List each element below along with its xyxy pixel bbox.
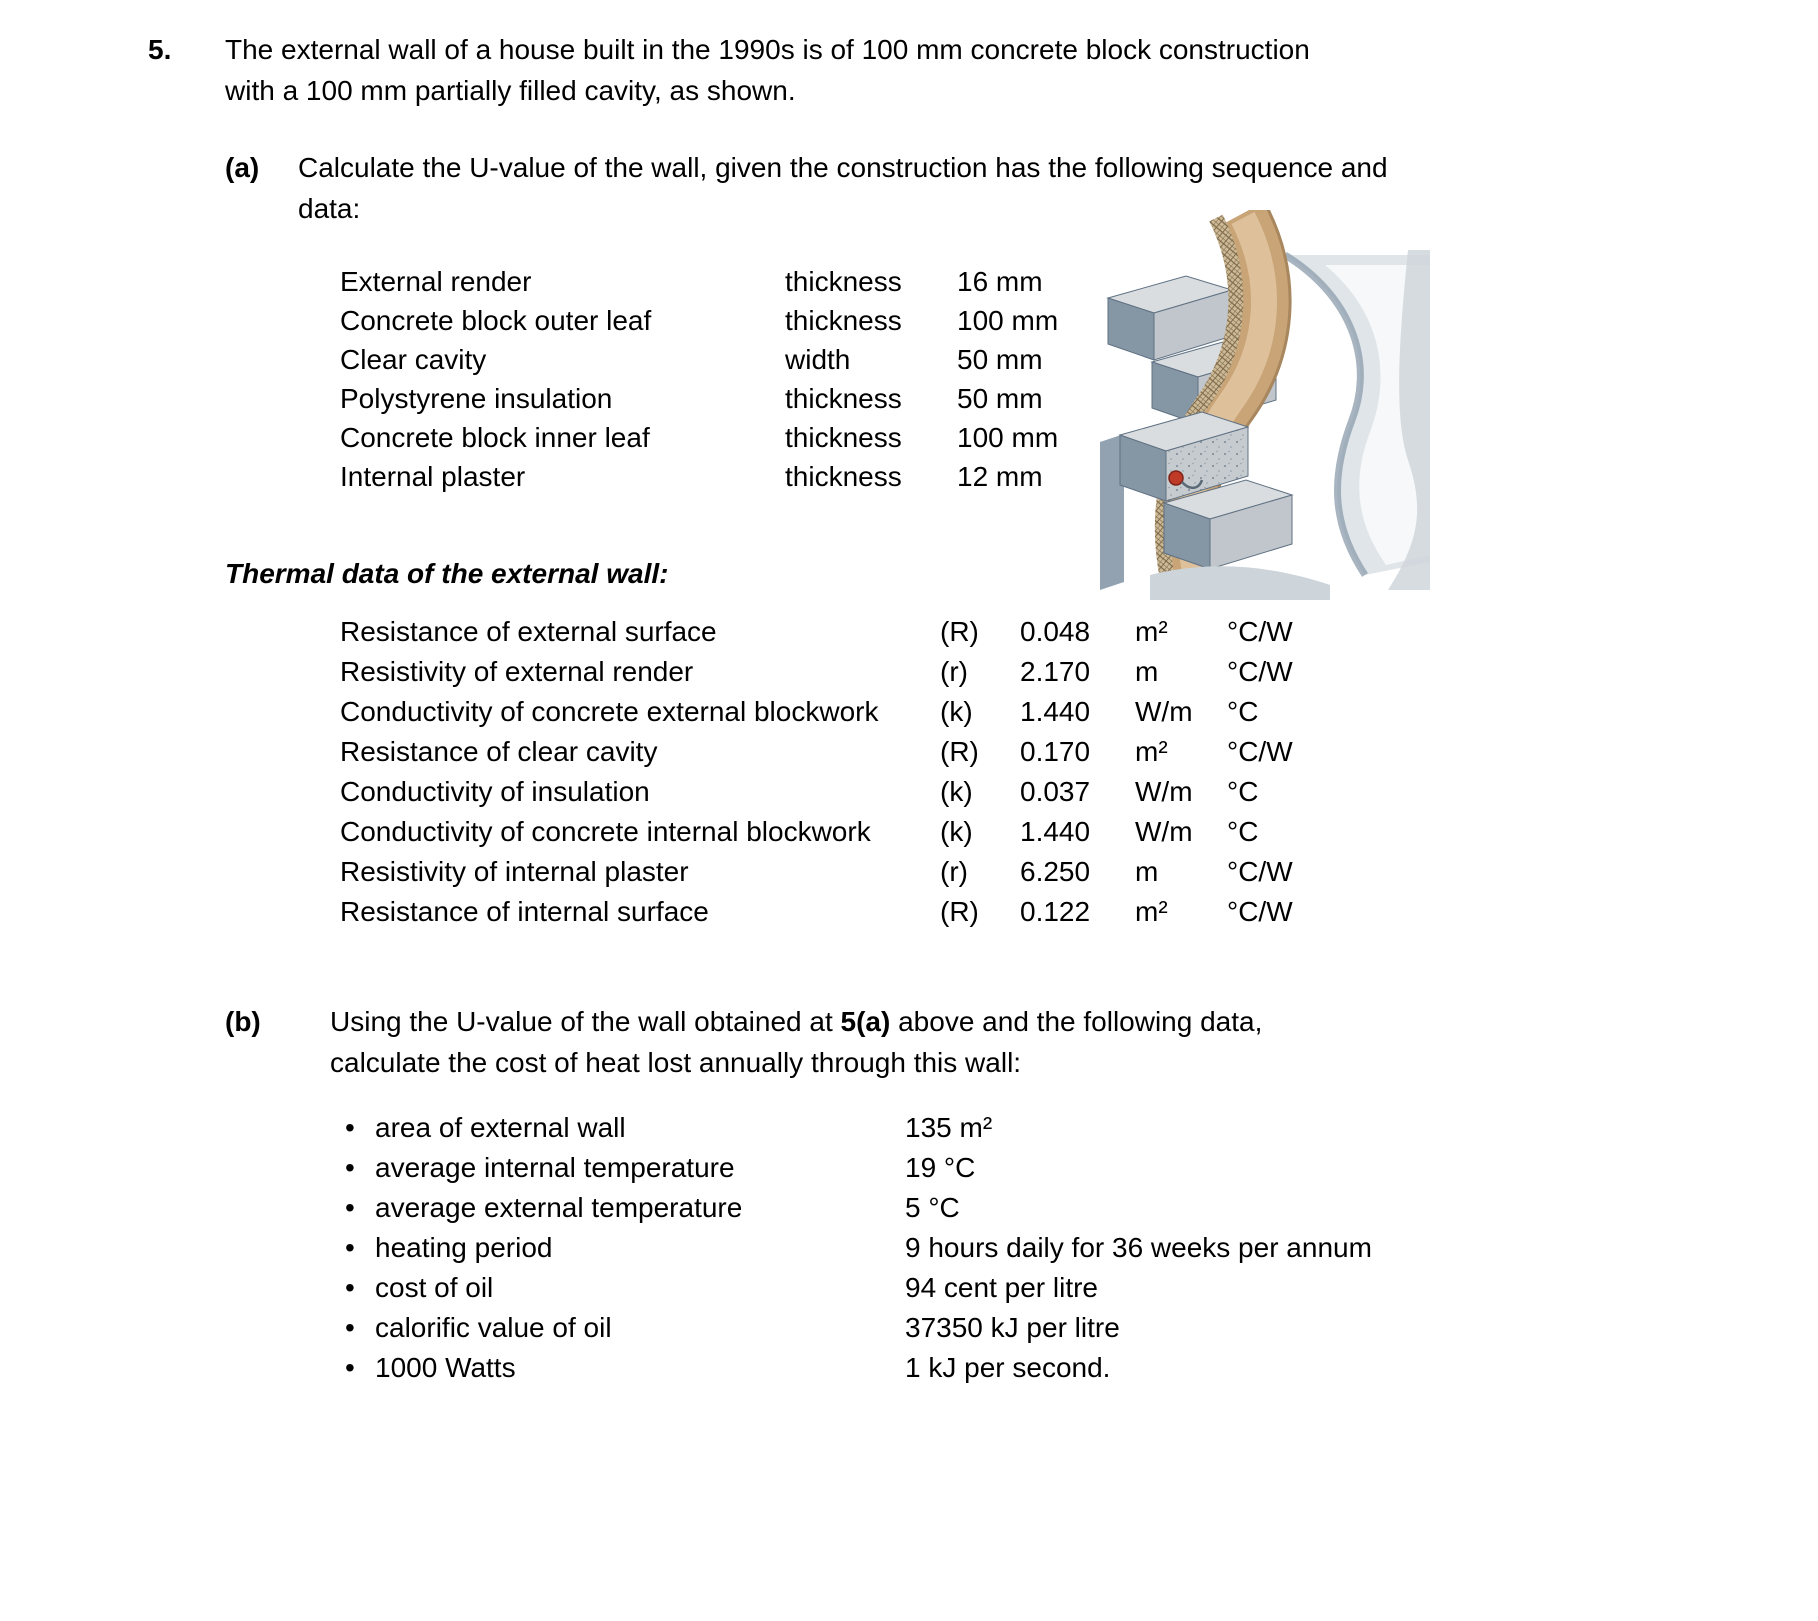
layer-name: Polystyrene insulation: [340, 383, 613, 414]
bullet-marker: •: [345, 1272, 355, 1303]
thermal-symbol: (R): [940, 616, 979, 647]
layer-name: External render: [340, 266, 532, 297]
wall-cutaway-drawing: [1090, 210, 1430, 600]
bullet-marker: •: [345, 1192, 355, 1223]
layer-dimension: thickness: [785, 461, 902, 492]
layer-value: 100 mm: [957, 422, 1059, 453]
thermal-name: Resistance of external surface: [340, 616, 717, 647]
layer-row: [340, 301, 1058, 340]
thermal-data-heading: Thermal data of the external wall:: [225, 558, 669, 589]
layer-dimension: thickness: [785, 422, 902, 453]
bullet-marker: •: [345, 1312, 355, 1343]
thermal-value: 0.048: [1020, 616, 1091, 647]
thermal-value: 6.250: [1020, 856, 1091, 887]
thermal-row: [340, 612, 1293, 652]
item-name: average internal temperature: [375, 1152, 735, 1183]
layer-row: [340, 262, 1058, 301]
layer-row: [340, 418, 1058, 457]
bullet-marker: •: [345, 1112, 355, 1143]
layer-name: Clear cavity: [340, 344, 487, 375]
item-value: 5 °C: [905, 1192, 960, 1223]
wall-tie-icon: [1169, 471, 1183, 485]
item-name: cost of oil: [375, 1272, 494, 1303]
thermal-name: Conductivity of concrete internal blockwork: [340, 816, 871, 847]
thermal-unit: W/m: [1135, 696, 1193, 727]
layer-row: [340, 379, 1058, 418]
thermal-name: Resistivity of internal plaster: [340, 856, 689, 887]
thermal-symbol: (R): [940, 896, 979, 927]
layer-dimension: thickness: [785, 305, 902, 336]
layer-value: 50 mm: [957, 344, 1043, 375]
thermal-row: [340, 852, 1293, 892]
thermal-value: 0.037: [1020, 776, 1091, 807]
layer-value: 12 mm: [957, 461, 1043, 492]
thermal-value: 1.440: [1020, 696, 1091, 727]
item-name: 1000 Watts: [375, 1352, 516, 1383]
thermal-unit: °C/W: [1227, 896, 1293, 927]
part-b-text-ref: 5(a): [840, 1006, 891, 1037]
thermal-row: [340, 812, 1293, 852]
layer-value: 16 mm: [957, 266, 1043, 297]
list-item: [345, 1188, 1372, 1228]
bullet-marker: •: [345, 1152, 355, 1183]
list-item: [345, 1268, 1372, 1308]
part-a-text: Calculate the U-value of the wall, given the construction has the following sequence and data:: [298, 152, 1388, 224]
thermal-unit: °C/W: [1227, 656, 1293, 687]
thermal-unit: m²: [1135, 736, 1168, 767]
thermal-symbol: (R): [940, 736, 979, 767]
thermal-unit: °C: [1227, 696, 1259, 727]
layer-value: 50 mm: [957, 383, 1043, 414]
thermal-value: 2.170: [1020, 656, 1091, 687]
item-value: 94 cent per litre: [905, 1272, 1098, 1303]
wall-cutaway-illustration: [1090, 210, 1430, 600]
layer-dimension: width: [785, 344, 851, 375]
thermal-unit: °C: [1227, 776, 1259, 807]
layer-row: [340, 457, 1058, 496]
thermal-symbol: (r): [940, 656, 968, 687]
list-item: [345, 1308, 1372, 1348]
part-b-block: [225, 1002, 1425, 1083]
layer-value: 100 mm: [957, 305, 1059, 336]
layer-row: [340, 340, 1058, 379]
thermal-symbol: (k): [940, 696, 973, 727]
thermal-value: 0.122: [1020, 896, 1091, 927]
question-number: 5.: [148, 34, 172, 65]
thermal-symbol: (k): [940, 776, 973, 807]
thermal-symbol: (k): [940, 816, 973, 847]
part-b-label: (b): [225, 1006, 261, 1037]
question-intro-block: [148, 30, 1388, 111]
thermal-symbol: (r): [940, 856, 968, 887]
item-name: heating period: [375, 1232, 553, 1263]
thermal-unit: °C/W: [1227, 736, 1293, 767]
thermal-unit: W/m: [1135, 816, 1193, 847]
part-a-label: (a): [225, 152, 260, 183]
thermal-row: [340, 772, 1293, 812]
thermal-unit: °C: [1227, 816, 1259, 847]
item-name: area of external wall: [375, 1112, 626, 1143]
thermal-unit: W/m: [1135, 776, 1193, 807]
layer-name: Concrete block outer leaf: [340, 305, 652, 336]
layer-dimension: thickness: [785, 266, 902, 297]
list-item: [345, 1228, 1372, 1268]
list-item: [345, 1348, 1372, 1388]
part-b-text: [330, 1002, 1330, 1083]
item-value: 37350 kJ per litre: [905, 1312, 1120, 1343]
thermal-name: Conductivity of insulation: [340, 776, 650, 807]
thermal-row: [340, 692, 1293, 732]
item-value: 19 °C: [905, 1152, 976, 1183]
question-intro-text: The external wall of a house built in the 1990s is of 100 mm concrete block construction with a 100 mm partially filled cavity, as shown.: [225, 34, 1310, 106]
thermal-unit: °C/W: [1227, 856, 1293, 887]
thermal-unit: m²: [1135, 896, 1168, 927]
list-item: [345, 1148, 1372, 1188]
construction-layers-table: [340, 262, 1058, 496]
item-name: calorific value of oil: [375, 1312, 612, 1343]
thermal-unit: °C/W: [1227, 616, 1293, 647]
bullet-marker: •: [345, 1352, 355, 1383]
thermal-row: [340, 892, 1293, 932]
bullet-marker: •: [345, 1232, 355, 1263]
layer-dimension: thickness: [785, 383, 902, 414]
thermal-unit: m: [1135, 856, 1159, 887]
item-value: 1 kJ per second.: [905, 1352, 1111, 1383]
thermal-value: 0.170: [1020, 736, 1091, 767]
item-value: 135 m²: [905, 1112, 993, 1143]
thermal-name: Conductivity of concrete external blockwork: [340, 696, 879, 727]
item-value: 9 hours daily for 36 weeks per annum: [905, 1232, 1372, 1263]
part-b-text-before: Using the U-value of the wall obtained at: [330, 1006, 841, 1037]
thermal-name: Resistivity of external render: [340, 656, 694, 687]
thermal-unit: m²: [1135, 616, 1168, 647]
list-item: [345, 1108, 1372, 1148]
part-b-data-list: [345, 1108, 1372, 1388]
thermal-row: [340, 652, 1293, 692]
layer-name: Internal plaster: [340, 461, 526, 492]
part-b-text-after: above and the following data, calculate the cost of heat lost annually through this wall:: [330, 1006, 1263, 1078]
thermal-value: 1.440: [1020, 816, 1091, 847]
thermal-name: Resistance of clear cavity: [340, 736, 658, 767]
thermal-name: Resistance of internal surface: [340, 896, 709, 927]
thermal-row: [340, 732, 1293, 772]
thermal-unit: m: [1135, 656, 1159, 687]
item-name: average external temperature: [375, 1192, 743, 1223]
thermal-data-table: [340, 612, 1293, 932]
layer-name: Concrete block inner leaf: [340, 422, 650, 453]
